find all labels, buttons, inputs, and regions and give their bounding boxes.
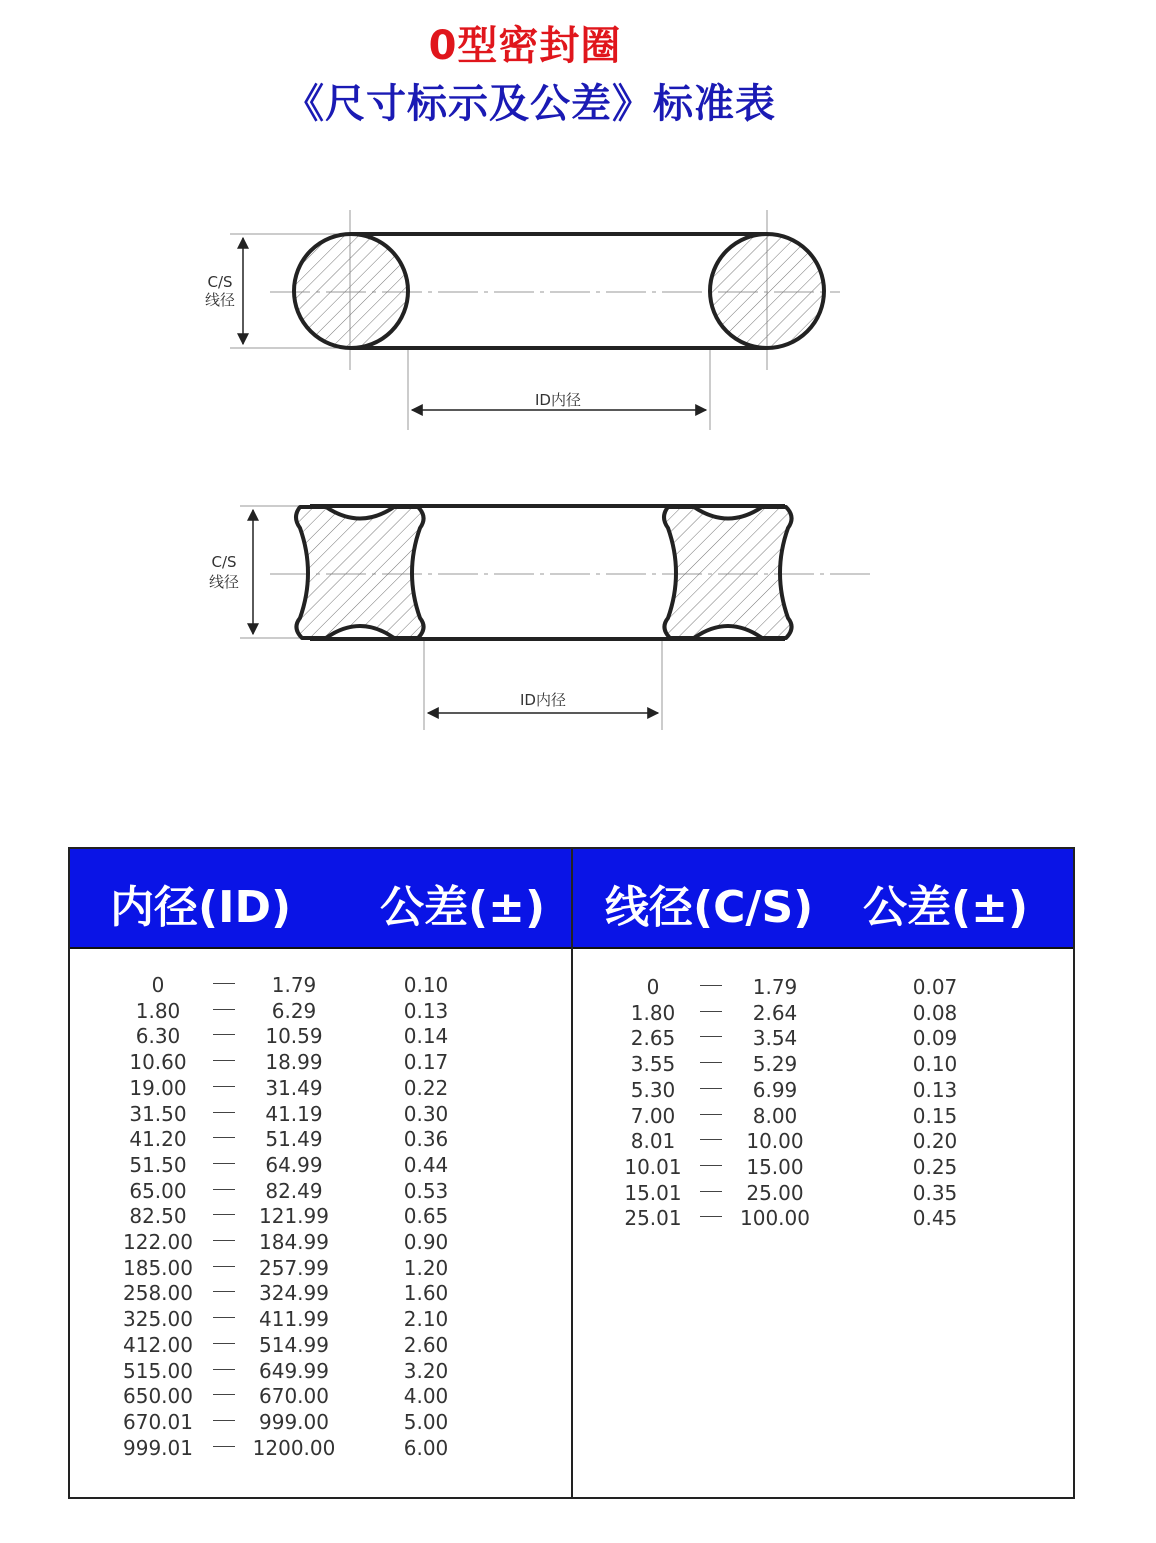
range-dash	[700, 1011, 722, 1012]
range-from: 8.01	[630, 1129, 676, 1154]
range-from: 10.01	[624, 1154, 682, 1179]
xring-cs-label-cn: 线径	[208, 573, 240, 591]
range-from: 3.55	[630, 1052, 676, 1077]
header-cs: 线径(C/S)	[605, 882, 814, 933]
oring-id-label: ID内径	[535, 391, 581, 409]
header-cs-tol: 公差(±)	[863, 882, 1029, 933]
range-to: 25.00	[746, 1180, 804, 1205]
range-from: 31.50	[129, 1101, 187, 1126]
tolerance-value: 3.20	[403, 1358, 449, 1383]
range-to: 649.99	[259, 1358, 329, 1383]
tolerance-value: 0.30	[403, 1101, 449, 1126]
range-to: 31.49	[265, 1075, 323, 1100]
range-to: 51.49	[265, 1127, 323, 1152]
tolerance-value: 2.60	[403, 1332, 449, 1357]
tolerance-value: 2.10	[403, 1307, 449, 1332]
tolerance-value: 0.10	[403, 973, 449, 997]
range-dash	[700, 985, 722, 986]
range-from: 10.60	[129, 1050, 187, 1075]
range-dash	[213, 1009, 235, 1010]
range-dash	[213, 1163, 235, 1164]
table-row	[70, 1204, 570, 1230]
table-row	[70, 1333, 570, 1359]
range-from: 0	[646, 975, 660, 999]
table-row	[70, 1050, 570, 1076]
oring-cs-label-cn: 线径	[204, 291, 236, 309]
tolerance-value: 1.60	[403, 1281, 449, 1306]
range-from: 412.00	[123, 1332, 193, 1357]
range-dash	[213, 1214, 235, 1215]
range-from: 82.50	[129, 1204, 187, 1229]
range-from: 2.65	[630, 1026, 676, 1051]
table-row	[573, 1078, 1073, 1104]
table-row	[70, 1102, 570, 1128]
range-from: 999.01	[123, 1435, 193, 1460]
range-dash	[700, 1165, 722, 1166]
range-from: 51.50	[129, 1152, 187, 1177]
table-row	[70, 999, 570, 1025]
tolerance-value: 0.25	[912, 1154, 958, 1179]
tolerance-value: 1.20	[403, 1255, 449, 1280]
tolerance-value: 0.15	[912, 1103, 958, 1128]
table-row	[70, 973, 570, 999]
table-row	[70, 1127, 570, 1153]
table-row	[70, 1359, 570, 1385]
range-from: 5.30	[630, 1077, 676, 1102]
table-row	[70, 1076, 570, 1102]
range-dash	[213, 1343, 235, 1344]
range-from: 670.01	[123, 1409, 193, 1434]
table-row	[70, 1410, 570, 1436]
range-to: 3.54	[752, 1026, 798, 1051]
range-from: 650.00	[123, 1384, 193, 1409]
tolerance-value: 0.44	[403, 1152, 449, 1177]
range-dash	[213, 1034, 235, 1035]
range-dash	[700, 1139, 722, 1140]
table-row	[70, 1281, 570, 1307]
range-to: 999.00	[259, 1409, 329, 1434]
table-row	[573, 1026, 1073, 1052]
range-to: 64.99	[265, 1152, 323, 1177]
table-row	[573, 1129, 1073, 1155]
table-row	[573, 1206, 1073, 1232]
table-row	[70, 1307, 570, 1333]
range-to: 670.00	[259, 1384, 329, 1409]
page-subtitle: 《尺寸标示及公差》标准表	[284, 81, 776, 127]
tolerance-value: 0.53	[403, 1178, 449, 1203]
range-to: 121.99	[259, 1204, 329, 1229]
range-to: 18.99	[265, 1050, 323, 1075]
range-from: 7.00	[630, 1103, 676, 1128]
table-row	[573, 1155, 1073, 1181]
tolerance-value: 0.17	[403, 1050, 449, 1075]
tolerance-value: 5.00	[403, 1409, 449, 1434]
range-dash	[213, 1086, 235, 1087]
range-from: 6.30	[135, 1024, 181, 1049]
range-to: 100.00	[740, 1206, 810, 1231]
range-to: 5.29	[752, 1052, 798, 1077]
range-from: 1.80	[630, 1000, 676, 1025]
range-to: 257.99	[259, 1255, 329, 1280]
range-from: 15.01	[624, 1180, 682, 1205]
range-dash	[213, 1240, 235, 1241]
range-dash	[700, 1036, 722, 1037]
range-dash	[213, 1420, 235, 1421]
header-id-tol: 公差(±)	[380, 882, 546, 933]
range-dash	[700, 1114, 722, 1115]
range-from: 325.00	[123, 1307, 193, 1332]
range-dash	[213, 1317, 235, 1318]
table-row	[573, 975, 1073, 1001]
tolerance-value: 0.36	[403, 1127, 449, 1152]
oring-cs-label: C/S	[207, 273, 233, 291]
tolerance-value: 0.13	[403, 998, 449, 1023]
range-dash	[213, 1369, 235, 1370]
range-dash	[700, 1216, 722, 1217]
range-from: 25.01	[624, 1206, 682, 1231]
range-to: 1200.00	[252, 1435, 336, 1460]
range-to: 514.99	[259, 1332, 329, 1357]
tolerance-table	[68, 847, 1075, 1499]
left-header	[70, 849, 571, 949]
tolerance-value: 0.08	[912, 1000, 958, 1025]
range-from: 1.80	[135, 998, 181, 1023]
table-row	[70, 1436, 570, 1462]
tolerance-value: 4.00	[403, 1384, 449, 1409]
range-from: 41.20	[129, 1127, 187, 1152]
tolerance-value: 0.10	[912, 1052, 958, 1077]
tolerance-value: 6.00	[403, 1435, 449, 1460]
tolerance-value: 0.65	[403, 1204, 449, 1229]
range-to: 324.99	[259, 1281, 329, 1306]
tolerance-value: 0.07	[912, 975, 958, 999]
range-dash	[213, 983, 235, 984]
table-row	[70, 1256, 570, 1282]
table-row	[70, 1230, 570, 1256]
range-to: 82.49	[265, 1178, 323, 1203]
range-to: 1.79	[271, 973, 317, 997]
right-header	[573, 849, 1073, 949]
range-from: 515.00	[123, 1358, 193, 1383]
table-row	[70, 1179, 570, 1205]
range-to: 6.29	[271, 998, 317, 1023]
range-to: 15.00	[746, 1154, 804, 1179]
range-dash	[213, 1189, 235, 1190]
range-from: 19.00	[129, 1075, 187, 1100]
range-dash	[700, 1191, 722, 1192]
range-dash	[213, 1394, 235, 1395]
tolerance-value: 0.09	[912, 1026, 958, 1051]
range-dash	[213, 1112, 235, 1113]
range-dash	[700, 1062, 722, 1063]
xring-id-label: ID内径	[520, 691, 566, 709]
range-dash	[700, 1088, 722, 1089]
table-row	[573, 1052, 1073, 1078]
tolerance-value: 0.22	[403, 1075, 449, 1100]
tolerance-value: 0.90	[403, 1230, 449, 1254]
range-to: 6.99	[752, 1077, 798, 1102]
range-from: 258.00	[123, 1281, 193, 1306]
tolerance-value: 0.14	[403, 1024, 449, 1049]
table-row	[573, 1181, 1073, 1207]
range-from: 0	[151, 973, 165, 997]
range-dash	[213, 1291, 235, 1292]
table-row	[573, 1104, 1073, 1130]
range-to: 184.99	[259, 1230, 329, 1254]
range-from: 65.00	[129, 1178, 187, 1203]
range-from: 185.00	[123, 1255, 193, 1280]
range-to: 8.00	[752, 1103, 798, 1128]
table-row	[70, 1024, 570, 1050]
table-row	[70, 1384, 570, 1410]
range-to: 411.99	[259, 1307, 329, 1332]
range-to: 2.64	[752, 1000, 798, 1025]
range-dash	[213, 1266, 235, 1267]
tolerance-value: 0.13	[912, 1077, 958, 1102]
tolerance-value: 0.35	[912, 1180, 958, 1205]
range-to: 10.00	[746, 1129, 804, 1154]
table-row	[70, 1153, 570, 1179]
range-to: 41.19	[265, 1101, 323, 1126]
range-from: 122.00	[123, 1230, 193, 1254]
table-row	[573, 1001, 1073, 1027]
header-id: 内径(ID)	[110, 882, 292, 933]
tolerance-value: 0.45	[912, 1206, 958, 1231]
range-dash	[213, 1446, 235, 1447]
xring-cs-label: C/S	[211, 553, 237, 571]
range-dash	[213, 1137, 235, 1138]
page-title: 0型密封圈	[428, 23, 622, 69]
tolerance-value: 0.20	[912, 1129, 958, 1154]
range-to: 10.59	[265, 1024, 323, 1049]
range-to: 1.79	[752, 975, 798, 999]
range-dash	[213, 1060, 235, 1061]
